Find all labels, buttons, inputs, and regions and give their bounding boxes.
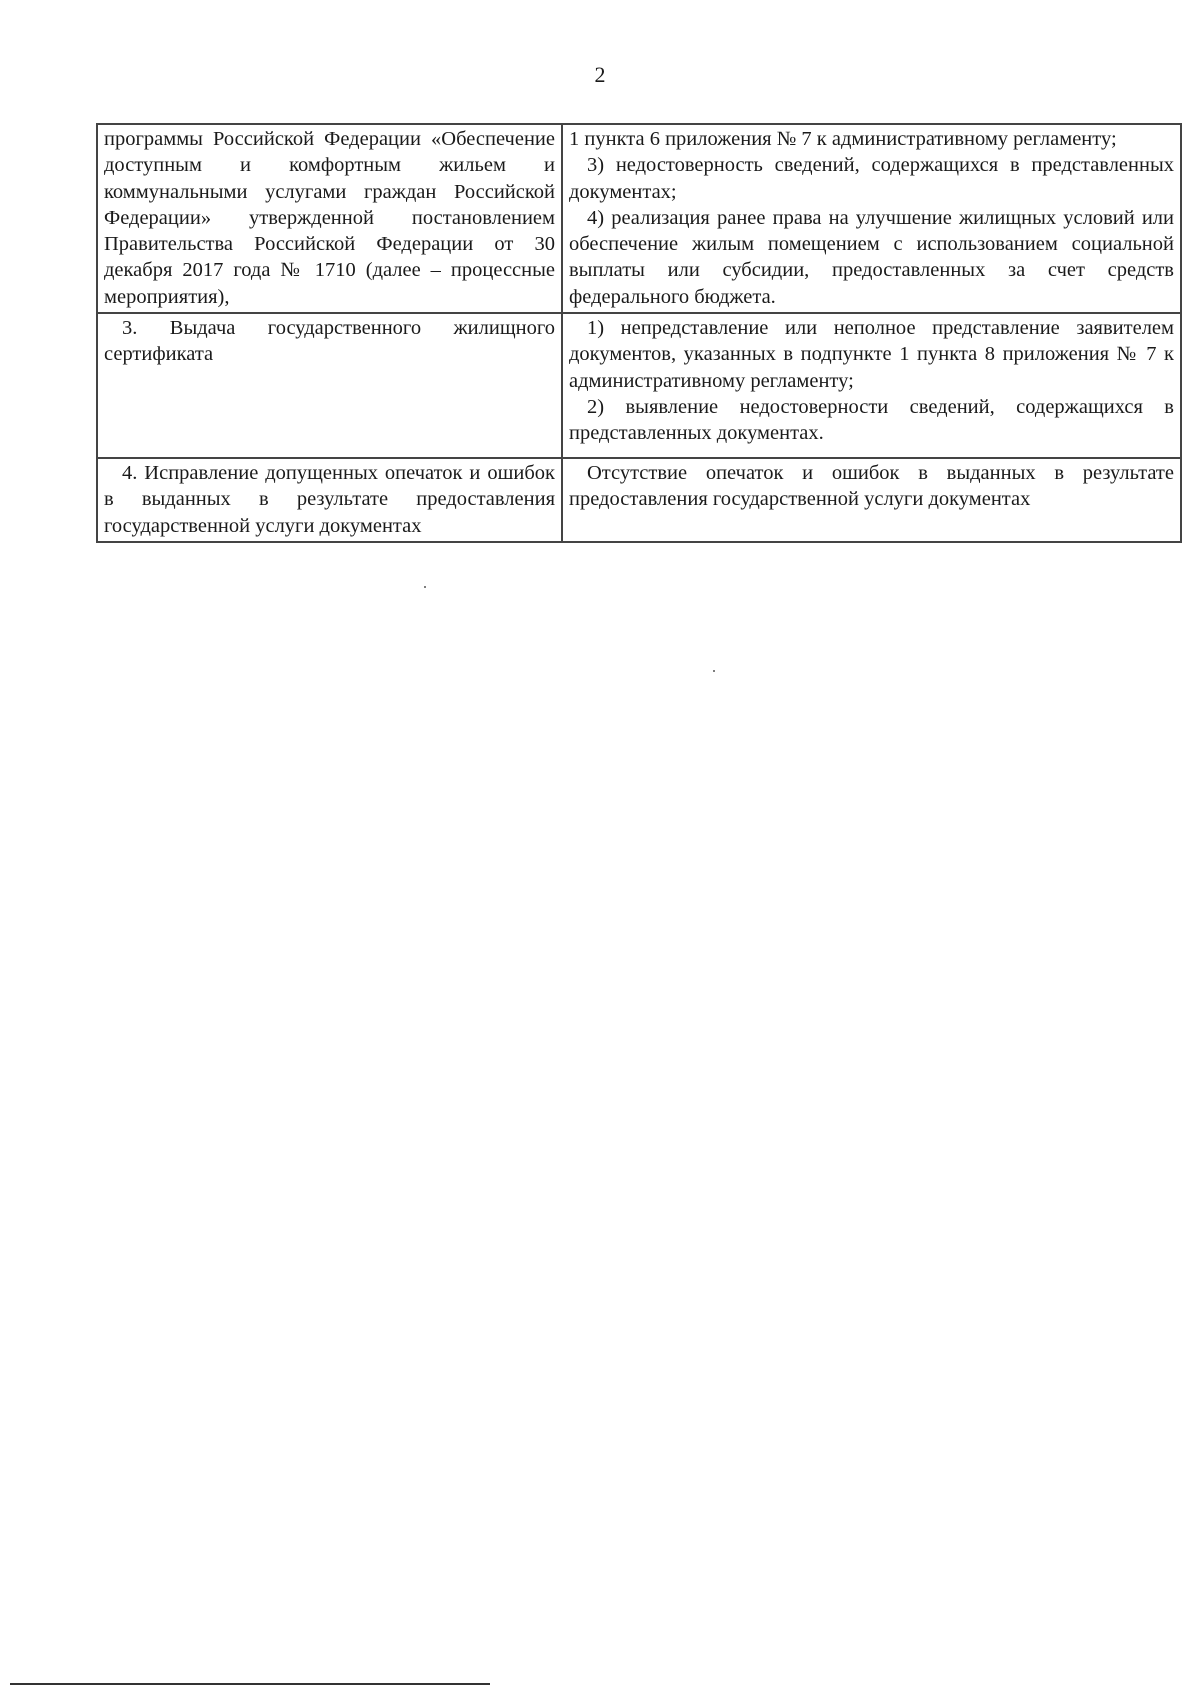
table-cell-left xyxy=(97,458,562,542)
cell-paragraph: 1) непредставление или неполное представление заявителем документов, указанных в подпункте 1 пункта 8 приложения № 7 к административному регламенту; xyxy=(569,317,1174,392)
scan-speck xyxy=(713,670,715,672)
cell-paragraph: 2) выявление недостоверности сведений, содержащихся в представленных документах. xyxy=(569,395,1174,445)
cell-paragraph: 4. Исправление допущенных опечаток и ошибок в выданных в результате предоставления государственной услуги документах xyxy=(104,462,555,537)
table-cell-left xyxy=(97,313,562,458)
footer-rule xyxy=(10,1683,490,1685)
table-row xyxy=(97,458,1181,542)
cell-paragraph: 3) недостоверность сведений, содержащихся в представленных документах; xyxy=(569,154,1174,203)
cell-paragraph: 3. Выдача государственного жилищного сертификата xyxy=(104,317,555,366)
cell-paragraph: программы Российской Федерации «Обеспечение доступным и комфортным жильем и коммунальными услугами граждан Российской Федерации» утвержденной постановлением Правительства Российской Федерации от 30 декабря 2017 года № 1710 (далее – процессные мероприятия), xyxy=(104,128,555,308)
page-number: 2 xyxy=(594,62,606,87)
cell-paragraph: 4) реализация ранее права на улучшение жилищных условий или обеспечение жилым помещением с использованием социальной выплаты или субсидии, предоставленных за счет средств федерального бюджета. xyxy=(569,206,1174,308)
table-row xyxy=(97,124,1181,313)
table-cell-right xyxy=(562,458,1181,542)
table-cell-right xyxy=(562,124,1181,313)
table-cell-left xyxy=(97,124,562,313)
cell-paragraph: Отсутствие опечаток и ошибок в выданных в результате предоставления государственной услуги документах xyxy=(569,462,1174,511)
table-row xyxy=(97,313,1181,458)
grounds-table xyxy=(96,123,1182,543)
cell-paragraph: 1 пункта 6 приложения № 7 к административному регламенту; xyxy=(569,128,1117,150)
scan-speck xyxy=(424,586,426,588)
table-cell-right xyxy=(562,313,1181,458)
